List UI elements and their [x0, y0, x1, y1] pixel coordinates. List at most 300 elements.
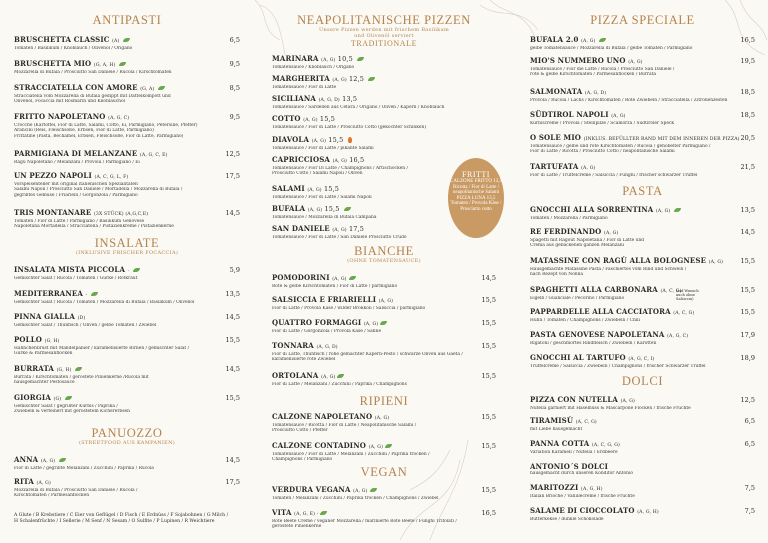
vegetarian-leaf-icon	[65, 396, 72, 400]
item-name: ANTONIO´S DOLCI	[530, 462, 609, 471]
menu-item	[530, 286, 755, 301]
item-name-line	[530, 36, 755, 46]
item-description: Fior di Latte / gegrillte Melanzani / Zucchini / Paprika / Rucola	[14, 466, 154, 471]
item-price: 15,5	[322, 205, 342, 213]
item-price: 14,5	[225, 365, 240, 373]
item-name-line	[272, 372, 496, 382]
item-allergens: (A, G)	[40, 459, 57, 464]
fritti-badge	[448, 158, 504, 238]
item-description: Gemischter Salat / Rucola / Tomaten / Mozzarella di Bufala / Basilikum / Olivenöl	[14, 300, 195, 305]
item-description: Gemischter Salat / Rucola / Tomaten / Gurke / Rotkraut	[14, 276, 138, 281]
item-name-line	[272, 55, 496, 65]
item-allergens: (A, G)	[321, 58, 336, 63]
item-name-line	[14, 478, 240, 488]
item-description: Hähnchenbrust mit Mandelpanier / karamellisierte Birnen / gemischter Salat /	[14, 346, 190, 351]
item-name: FRITTO NAPOLETANO	[14, 112, 106, 121]
item-price: 15,5	[321, 185, 340, 193]
item-price: 14,5	[740, 228, 755, 236]
item-description: Kirschtomaten / Parmesanflocken	[14, 493, 90, 499]
item-allergens: (A, G)	[36, 481, 51, 486]
item-allergens: (A, G)	[332, 78, 347, 83]
item-price: 12,5	[740, 396, 755, 404]
menu-item	[530, 440, 755, 455]
item-name: SAN DANIELE	[272, 224, 330, 233]
item-description: Nutella garniert mit Haselnuss & Mascarpone Flocken / frische Früchte	[530, 406, 691, 411]
section-title-speciale: PIZZA SPECIALE	[590, 13, 695, 27]
item-allergens: (A, G, C)	[108, 116, 130, 121]
item-price: 15,5	[225, 394, 240, 402]
item-name: SÜDTIROL NAPOLI	[530, 110, 609, 119]
column-right	[530, 0, 755, 543]
item-description: Huhn / Tomaten / Champignons / Zwiebeln / Chili	[530, 318, 640, 323]
item-name: ANNA	[14, 455, 39, 464]
menu-item	[14, 394, 240, 415]
item-price: 15,5	[326, 136, 346, 144]
item-description: Burrata / Kirschtomaten / geröstete Pinienkerne /Rucola mit	[14, 375, 149, 380]
item-description: Salami Napoli / Prosciutto San Daniele / Mortadella / Mozzarella di Bufala /	[14, 187, 183, 193]
item-name-line	[530, 257, 755, 267]
fritti-line: CALZONE FRITTO 13,5	[450, 179, 502, 184]
menu-item	[272, 115, 496, 130]
item-name: SICILIANA	[272, 94, 316, 103]
menu-item	[14, 313, 240, 328]
item-name-line	[530, 163, 755, 173]
item-description: Olivenöl, Focaccia mit Rosmarin und Knoblauchöl	[14, 99, 126, 105]
item-price: 13,5	[740, 206, 755, 214]
item-description: Italian Brioche / Vanillecreme / frische Früchte	[530, 494, 635, 499]
item-name: SPAGHETTI ALLA CARBONARA	[530, 285, 658, 294]
menu-item	[14, 478, 240, 499]
item-name: TIRAMISÙ	[530, 416, 574, 425]
menu-item	[272, 136, 496, 151]
section-title-panuozzo: PANUOZZO	[91, 426, 163, 440]
item-description: Prosciutto Cotto / Salami Napoli / Oliven	[272, 171, 363, 177]
item-name: BRUSCHETTA MIO	[14, 59, 92, 68]
item-allergens: (A, G)	[604, 231, 619, 236]
item-description: Fior di Latte / Provola Käse / wilder Brokkoli / Salsiccia / parmigiano	[272, 306, 426, 311]
item-name-line	[272, 413, 496, 423]
item-allergens: (A, G)	[581, 39, 598, 44]
item-name-line	[272, 342, 496, 352]
vegetarian-leaf-icon	[133, 268, 140, 272]
item-price: 19,5	[740, 57, 755, 65]
menu-item	[272, 342, 496, 363]
item-allergens: -	[85, 293, 89, 298]
vegetarian-leaf-icon	[349, 276, 356, 280]
item-name: BUFALA 2.0	[530, 35, 579, 44]
item-name: MARITOZZI	[530, 483, 579, 492]
item-name-line	[272, 486, 496, 496]
item-price: 15,5	[481, 442, 496, 450]
item-name: MATASSINE CON RAGÙ ALLA BOLOGNESE	[530, 256, 707, 265]
item-name: PARMIGIANA DI MELANZANE	[14, 149, 138, 158]
item-name-line	[272, 442, 496, 452]
fritti-line: neapolitanische Salami	[452, 190, 500, 196]
vegetarian-leaf-icon	[75, 367, 82, 371]
vegetarian-leaf-icon	[368, 77, 375, 81]
menu-item	[272, 319, 496, 334]
item-name-line	[14, 209, 240, 219]
item-price: 10,5	[335, 55, 356, 63]
item-allergens: (A)	[112, 39, 122, 44]
item-name: ORTOLANA	[272, 371, 319, 380]
item-name: RE FERDINANDO	[530, 227, 602, 236]
section-title-dolci: DOLCI	[621, 374, 664, 388]
item-allergens: (A, C, G, G)	[591, 443, 620, 448]
menu-item	[272, 95, 496, 110]
item-description: Crocché (Kartoffel, Fior di Latte, Salami, Cotto, Ei, Parmigiano, Petersilie, Pfeffer)	[14, 123, 198, 128]
item-price: 15,5	[740, 286, 755, 294]
item-allergens: -	[127, 269, 131, 274]
item-name-line	[14, 150, 240, 160]
vegetarian-leaf-icon	[674, 208, 681, 212]
item-name: SALSICCIA E FRIARIELLI	[272, 295, 377, 304]
item-name: RITA	[14, 477, 34, 486]
item-allergens: (A, G, D)	[318, 98, 340, 103]
menu-item	[272, 274, 496, 289]
item-name: BURRATA	[14, 364, 55, 373]
menu-item	[272, 442, 496, 463]
menu-item	[14, 456, 240, 471]
item-price: 9,5	[229, 60, 240, 68]
item-price: 15,5	[481, 372, 496, 380]
item-name: DIAVOLA	[272, 135, 310, 144]
menu-item	[272, 486, 496, 501]
item-price: 18,5	[740, 111, 755, 119]
item-price: 13,5	[225, 290, 240, 298]
item-name-line	[530, 440, 755, 450]
vegetarian-leaf-icon	[119, 62, 126, 66]
vegetarian-leaf-icon	[357, 57, 364, 61]
spicy-flame-icon	[348, 137, 352, 143]
menu-item	[14, 60, 240, 75]
item-description: Gemischter Salat / Thunfisch / Oliven / gelbe Tomaten / Zwiebel	[14, 323, 157, 328]
item-description: Gurke & Parmesanflocken	[14, 351, 73, 357]
item-name-line	[272, 95, 496, 105]
item-description: Fior di Latte / Trüffelcreme / Salsiccia / Funghi / frischer schwarzer Trüffel	[530, 173, 698, 178]
menu-item	[14, 290, 240, 305]
item-allergens: (A, G, C, E)	[139, 153, 168, 158]
item-price: 15,5	[481, 296, 496, 304]
item-price: 20,5	[740, 134, 755, 142]
item-price: 17,9	[740, 331, 755, 339]
item-price: 6,5	[744, 417, 755, 425]
item-name-line	[272, 75, 496, 85]
item-price: 6,5	[229, 36, 240, 44]
item-allergens: (D)	[77, 316, 86, 321]
menu-item	[530, 417, 755, 432]
item-name-line	[530, 507, 755, 517]
item-price: 15,5	[740, 308, 755, 316]
item-name-line	[14, 394, 240, 404]
item-price: 15,5	[481, 486, 496, 494]
item-price: 18,9	[740, 354, 755, 362]
item-description: Frittatine (Pasta, Bechamel, Erbsen, Fleischsoße, Fior di Latte, Parmigiano)	[14, 133, 184, 139]
item-allergens: (A, G)	[611, 114, 626, 119]
item-name-line	[272, 509, 496, 519]
item-price: 18,5	[740, 88, 755, 96]
item-description: Tomatensauce / Fior di Latte	[272, 85, 337, 90]
menu-item	[272, 55, 496, 70]
item-name-line	[272, 115, 496, 125]
menu-item	[14, 209, 240, 230]
item-name: CALZONE CONTADINO	[272, 441, 367, 450]
item-description: Eigelb / Guanciale / Pecorino / Parmigiano	[530, 296, 625, 301]
item-description: geröstete Pinienkerne	[272, 524, 322, 530]
item-name: SALMONATA	[530, 87, 583, 96]
item-description: Fior di Latte / Gorgonzola / Provola Käse / Sahne	[272, 329, 382, 334]
item-allergens: (A, G)	[581, 166, 596, 171]
item-price: 13,5	[339, 95, 358, 103]
item-name: VITA	[272, 508, 292, 517]
item-name: POLLO	[14, 335, 43, 344]
item-description: mit Liebe hausgemacht	[530, 427, 583, 432]
item-description: Tomatensauce / Fior di Latte / San Daniele Prosciutto Crudo	[272, 235, 407, 240]
item-name-line	[14, 36, 240, 46]
item-name-line	[530, 331, 755, 341]
item-name: UN PEZZO NAPOLI	[14, 171, 92, 180]
item-allergens: (A, C, G, L, F)	[94, 175, 129, 180]
item-description: Mozzarella di Bufala / Prosciutto San Daniele / Rucola /	[14, 488, 138, 493]
item-price: 16,5	[347, 156, 365, 164]
item-description: Tomatensauce / Sardellen aus Cetara / Origano / Oliven / Kapern / Knoblauch	[272, 105, 445, 110]
item-name: GNOCCHI ALLA SORRENTINA	[530, 205, 654, 214]
menu-item	[530, 228, 755, 249]
item-name: CAPRICCIOSA	[272, 155, 331, 164]
item-description: Rigatoni / geschmortes Rindfleisch / Zwiebeln / Karotten	[530, 341, 657, 346]
item-description: Champignons / Parmigiano	[272, 457, 333, 463]
pasta-note: (auf Wunsch auch ohne Salsiccia)	[676, 289, 699, 301]
menu-item	[14, 150, 240, 165]
item-name-line	[530, 57, 755, 67]
item-price: 8,5	[229, 84, 240, 92]
item-name-line	[14, 336, 240, 346]
item-description: Trüffelcreme / Salsiccia / Zwiebeln / Champignons / frischer Schwarzer Trüffel	[530, 364, 706, 369]
item-allergens: (G, H)	[44, 339, 60, 344]
vegetarian-leaf-icon	[599, 38, 606, 42]
item-price: 21,5	[740, 163, 755, 171]
menu-item	[530, 507, 755, 522]
item-name: O SOLE MIO	[530, 133, 582, 142]
item-description: Tomaten / Basilikum / Knoblauch / Olivenöl / Origano	[14, 46, 133, 51]
menu-item	[14, 336, 240, 357]
item-name-line	[530, 484, 755, 494]
item-description: Rote Beete Creme / veganer Mozzarella / marinierte Rote Beete / Funghi Trifolati /	[272, 519, 457, 524]
item-name: MARGHERITA	[272, 74, 330, 83]
menu-item	[14, 84, 240, 105]
item-description: Tomatensauce / Fior di Latte / pikante Salami	[272, 146, 374, 151]
item-allergens: (A, G)	[620, 399, 636, 404]
item-description: gegrilltes Gemüse / Friarielli / Gorgonzola / Parmigiano	[14, 192, 138, 198]
item-name-line	[530, 111, 755, 121]
item-allergens: (A, G)	[353, 489, 368, 494]
menu-item	[14, 113, 240, 139]
section-subtitle-panuozzo: (STREETFOOD AUS KAMPANIEN)	[78, 440, 176, 446]
item-name-line	[530, 206, 755, 216]
menu-item	[530, 163, 755, 178]
item-description: rote & gelbe Kirschtomaten / Parmesanflocken / Burrata	[530, 72, 656, 78]
item-name: PINNA GIALLA	[14, 312, 75, 321]
menu-item	[272, 413, 496, 434]
item-name: MEDITERRANEA	[14, 289, 84, 298]
item-description: Vorspeisenteller mit original italienischen Spezialitäten	[14, 182, 138, 187]
item-price: 9,5	[229, 113, 240, 121]
item-price: 7,5	[744, 484, 755, 492]
item-allergens: (3X STÜCK) (A,G,C,E)	[93, 212, 149, 217]
item-allergens: (A, G, D)	[316, 345, 338, 350]
item-name: BUFALA	[272, 204, 306, 213]
menu-item	[530, 354, 755, 369]
menu-item	[272, 75, 496, 90]
item-allergens: (A, C, G)	[673, 311, 695, 316]
item-description: Tomatensauce / Fior di Latte / Prosciutto Cotto (gekochter Schinken)	[272, 125, 427, 130]
item-price: 12,5	[225, 150, 240, 158]
item-description: Tomaten / Fior di Latte / Parmigiano / Basilikum Genovese	[14, 219, 145, 224]
menu-item	[272, 296, 496, 311]
item-name-line	[14, 313, 240, 323]
item-name: SALAME DI CIOCCOLATO	[530, 506, 635, 515]
item-allergens: (INKLUS. BEFÜLLTER RAND MIT DEM INNEREN DER PIZZA)	[583, 137, 740, 142]
section-title-insalate: INSALATE	[94, 236, 160, 250]
menu-item	[530, 396, 755, 411]
item-allergens: (A, G, H)	[637, 510, 659, 515]
item-allergens: (A, G, C)	[667, 334, 689, 339]
item-price: 5,9	[229, 266, 240, 274]
item-name: INSALATA MISTA PICCOLA	[14, 265, 126, 274]
vegetarian-leaf-icon	[370, 488, 377, 492]
pizzen-note: Unsere Pizzen werden mit frischem Basilikum	[318, 27, 450, 33]
item-price: 16,5	[481, 509, 496, 517]
fritti-title: FRITTI	[462, 170, 490, 179]
item-name: CALZONE NAPOLETANO	[272, 412, 373, 421]
item-price: 15,5	[481, 413, 496, 421]
item-allergens: (A, G)	[307, 188, 322, 193]
item-allergens: (A, C, G)	[660, 289, 682, 294]
vegetarian-leaf-icon	[59, 458, 66, 462]
item-name: PIZZA CON NUTELLA	[530, 395, 619, 404]
item-description: Tomaten / Mozzarella / Parmigiano	[530, 216, 608, 221]
menu-item	[272, 509, 496, 530]
section-title-antipasti: ANTIPASTI	[92, 13, 162, 27]
item-price: 7,5	[744, 507, 755, 515]
item-allergens: (A, G)	[363, 322, 379, 327]
item-description: Tomatensauce / Ricotta / Fior di Latte / Neapolitanische Salami /	[272, 423, 417, 428]
item-description: nach Rezept von Nonna	[530, 272, 584, 278]
item-description: Butterkekse / dunkle Schokolade	[530, 517, 604, 522]
item-allergens: (A, G)	[332, 159, 348, 164]
fritti-line: Tomaten / Provola Käse /	[450, 201, 502, 207]
item-description: Napoletana Mortadella / Stracciatella / Pistazienkreme / Pistazienkerne	[14, 224, 174, 230]
menu-item	[530, 257, 755, 278]
item-allergens: (A, G)	[303, 118, 318, 123]
item-description: Hausgemachte Matassine Pasta / Faschiertes vom Rind und Schwein /	[530, 267, 687, 272]
item-name: PANNA COTTA	[530, 439, 590, 448]
item-name-line	[14, 290, 240, 300]
item-allergens: (A, G)	[332, 277, 347, 282]
item-description: karamellisierte rote Zwiebel	[272, 357, 336, 363]
item-allergens: (A, G, H)	[581, 487, 603, 492]
fritti-line: PIZZA LUNA 13,5	[456, 195, 496, 201]
vegetarian-leaf-icon	[380, 321, 387, 325]
item-allergens: (A, G)	[655, 209, 672, 214]
item-name-line	[530, 88, 755, 98]
allergen-legend	[14, 513, 240, 525]
item-allergens: (A, G)	[374, 416, 390, 421]
item-name: BRUSCHETTA CLASSIC	[14, 35, 110, 44]
item-name: POMODORINI	[272, 273, 330, 282]
column-left	[14, 0, 240, 543]
item-description: Tomatensauce / Fior di Latte / Salami Napoli	[272, 195, 372, 200]
section-title-traditionale: TRADITIONALE	[350, 39, 418, 48]
item-price: 17,5	[225, 172, 240, 180]
item-price: 15,5	[225, 336, 240, 344]
item-name-line	[530, 308, 755, 318]
vegetarian-leaf-icon	[158, 86, 165, 90]
item-allergens: (G)	[53, 397, 63, 402]
item-name: PASTA GENOVESE NAPOLETANA	[530, 330, 665, 339]
item-allergens: (G, A)	[140, 87, 157, 92]
item-price: 14,5	[225, 313, 240, 321]
item-price: 16,5	[740, 36, 755, 44]
item-description: Tomatensauce / Knoblauch / Origano	[272, 65, 355, 70]
item-price: 17,5	[225, 478, 240, 486]
item-allergens: (A, G)	[708, 260, 724, 265]
vegetarian-leaf-icon	[337, 374, 344, 378]
item-name: MARINARA	[272, 54, 319, 63]
item-description: Rote & gelbe Kirschtomaten / Fior di Latte / parmigiano	[272, 284, 398, 289]
menu-item	[14, 36, 240, 51]
item-description: Spagetti mit Ragout Napoletana / Fior di Latte und	[530, 238, 645, 243]
column-middle	[272, 0, 496, 543]
item-description: gelbe Tomatensauce / Mozzarella di Bufala / gelbe Tomaten / Parmigiano	[530, 46, 693, 51]
item-price: 12,5	[346, 75, 367, 83]
fritti-line: Prosciutto cotto	[460, 206, 492, 212]
menu-item	[272, 372, 496, 387]
item-allergens: (A, G)	[378, 299, 394, 304]
item-allergens: (A, G)	[628, 60, 643, 65]
item-name: TONNARA	[272, 341, 314, 350]
menu-item	[14, 266, 240, 281]
menu-item	[530, 134, 755, 155]
item-price: 15,5	[481, 342, 496, 350]
item-name-line	[530, 417, 755, 427]
item-description: Mozzarella di Bufala / Prosciutto San Daniele / Rucola / Kirschtomaten	[14, 70, 172, 75]
item-description: Fior di Latte / Ricotta / Prosciutto Cotto / neapolitanische Salami	[530, 149, 675, 155]
item-allergens: (A, G)	[321, 375, 336, 380]
menu-item	[530, 57, 755, 78]
item-allergens: (A, C, G)	[575, 420, 597, 425]
menu-item	[530, 484, 755, 499]
item-name: VERDURA VEGANA	[272, 485, 351, 494]
item-description: Crema aus gebackenen ganzen Melanzani	[530, 243, 625, 249]
menu-item	[530, 36, 755, 51]
item-name: TRIS MONTANARE	[14, 208, 92, 217]
item-allergens: (A, G, D)	[584, 91, 607, 96]
item-description: hausgemacht durch unseren Konditor Antonio	[530, 471, 634, 476]
item-allergens: (G, A, H)	[93, 63, 118, 68]
item-description: Zwiebeln & verfeinert mit geröstetem Kichererbsen	[14, 409, 130, 415]
item-description: Tomaten / Melanzani / Zucchini / Paprika trocken / Champignons / Zwiebel	[272, 496, 439, 501]
vegetarian-leaf-icon	[385, 444, 392, 448]
item-name: GIORGIA	[14, 393, 51, 402]
item-name-line	[14, 266, 240, 276]
item-description: Fior di Latte / Melanzani / Zucchini / Paprika / Champignons	[272, 382, 407, 387]
menu-item	[530, 111, 755, 126]
section-title-pasta: PASTA	[622, 184, 663, 198]
item-name-line	[530, 396, 755, 406]
item-description: Tomatensauce / Fior di Latte / Melanzani / Zucchini / Paprika trocken /	[272, 452, 430, 457]
item-description: Stracciatella vom Mozzarella di Bufala gedippt mit Dattelkompott und	[14, 94, 171, 99]
